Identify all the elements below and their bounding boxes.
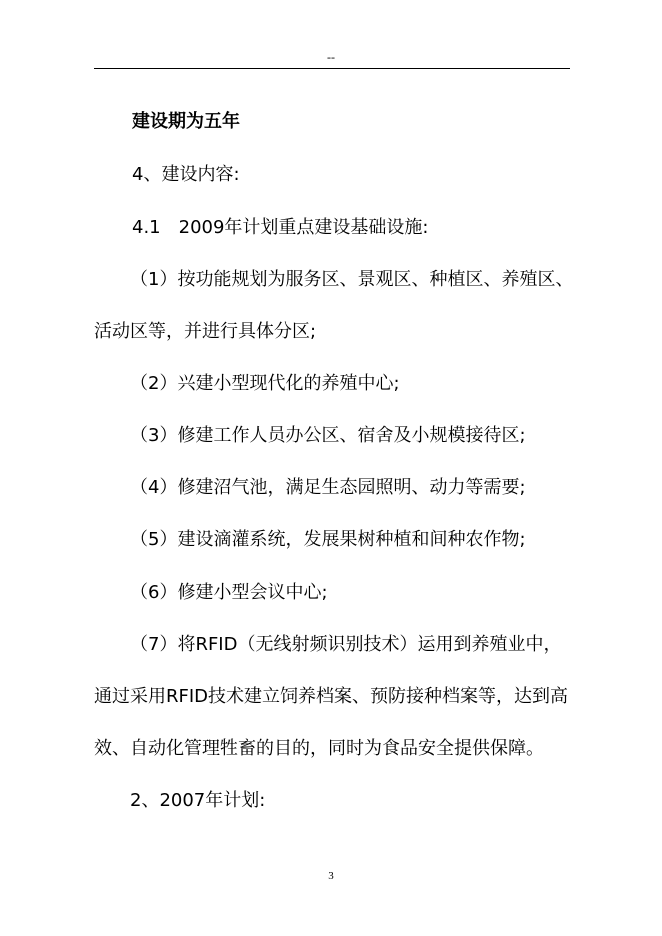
header-rule — [94, 68, 570, 69]
heading-construction-content: 4、建设内容: — [132, 164, 240, 185]
list-item-7-line-1: （7）将RFID（无线射频识别技术）运用到养殖业中， — [130, 634, 562, 655]
list-item-7-line-2: 通过采用RFID技术建立饲养档案、预防接种档案等，达到高 — [94, 686, 569, 707]
list-item-5: （5）建设滴灌系统，发展果树种植和间种农作物; — [130, 529, 526, 550]
list-item-6: （6）修建小型会议中心; — [130, 582, 328, 603]
list-item-2: （2）兴建小型现代化的养殖中心; — [130, 373, 400, 394]
list-item-1-line-2: 活动区等，并进行具体分区; — [94, 321, 317, 342]
list-item-7-line-3: 效、自动化管理牲畜的目的，同时为食品安全提供保障。 — [94, 738, 544, 759]
heading-2007-plan: 2、2007年计划: — [130, 790, 266, 811]
list-item-1-line-1: （1）按功能规划为服务区、景观区、种植区、养殖区、 — [130, 269, 574, 290]
heading-2009-plan: 4.1 2009年计划重点建设基础设施: — [132, 217, 429, 238]
header-mark: -- — [327, 50, 335, 64]
page-number: 3 — [328, 870, 334, 882]
list-item-3: （3）修建工作人员办公区、宿舍及小规模接待区; — [130, 425, 526, 446]
paragraph-construction-period: 建设期为五年 — [132, 111, 240, 132]
list-item-4: （4）修建沼气池，满足生态园照明、动力等需要; — [130, 477, 526, 498]
